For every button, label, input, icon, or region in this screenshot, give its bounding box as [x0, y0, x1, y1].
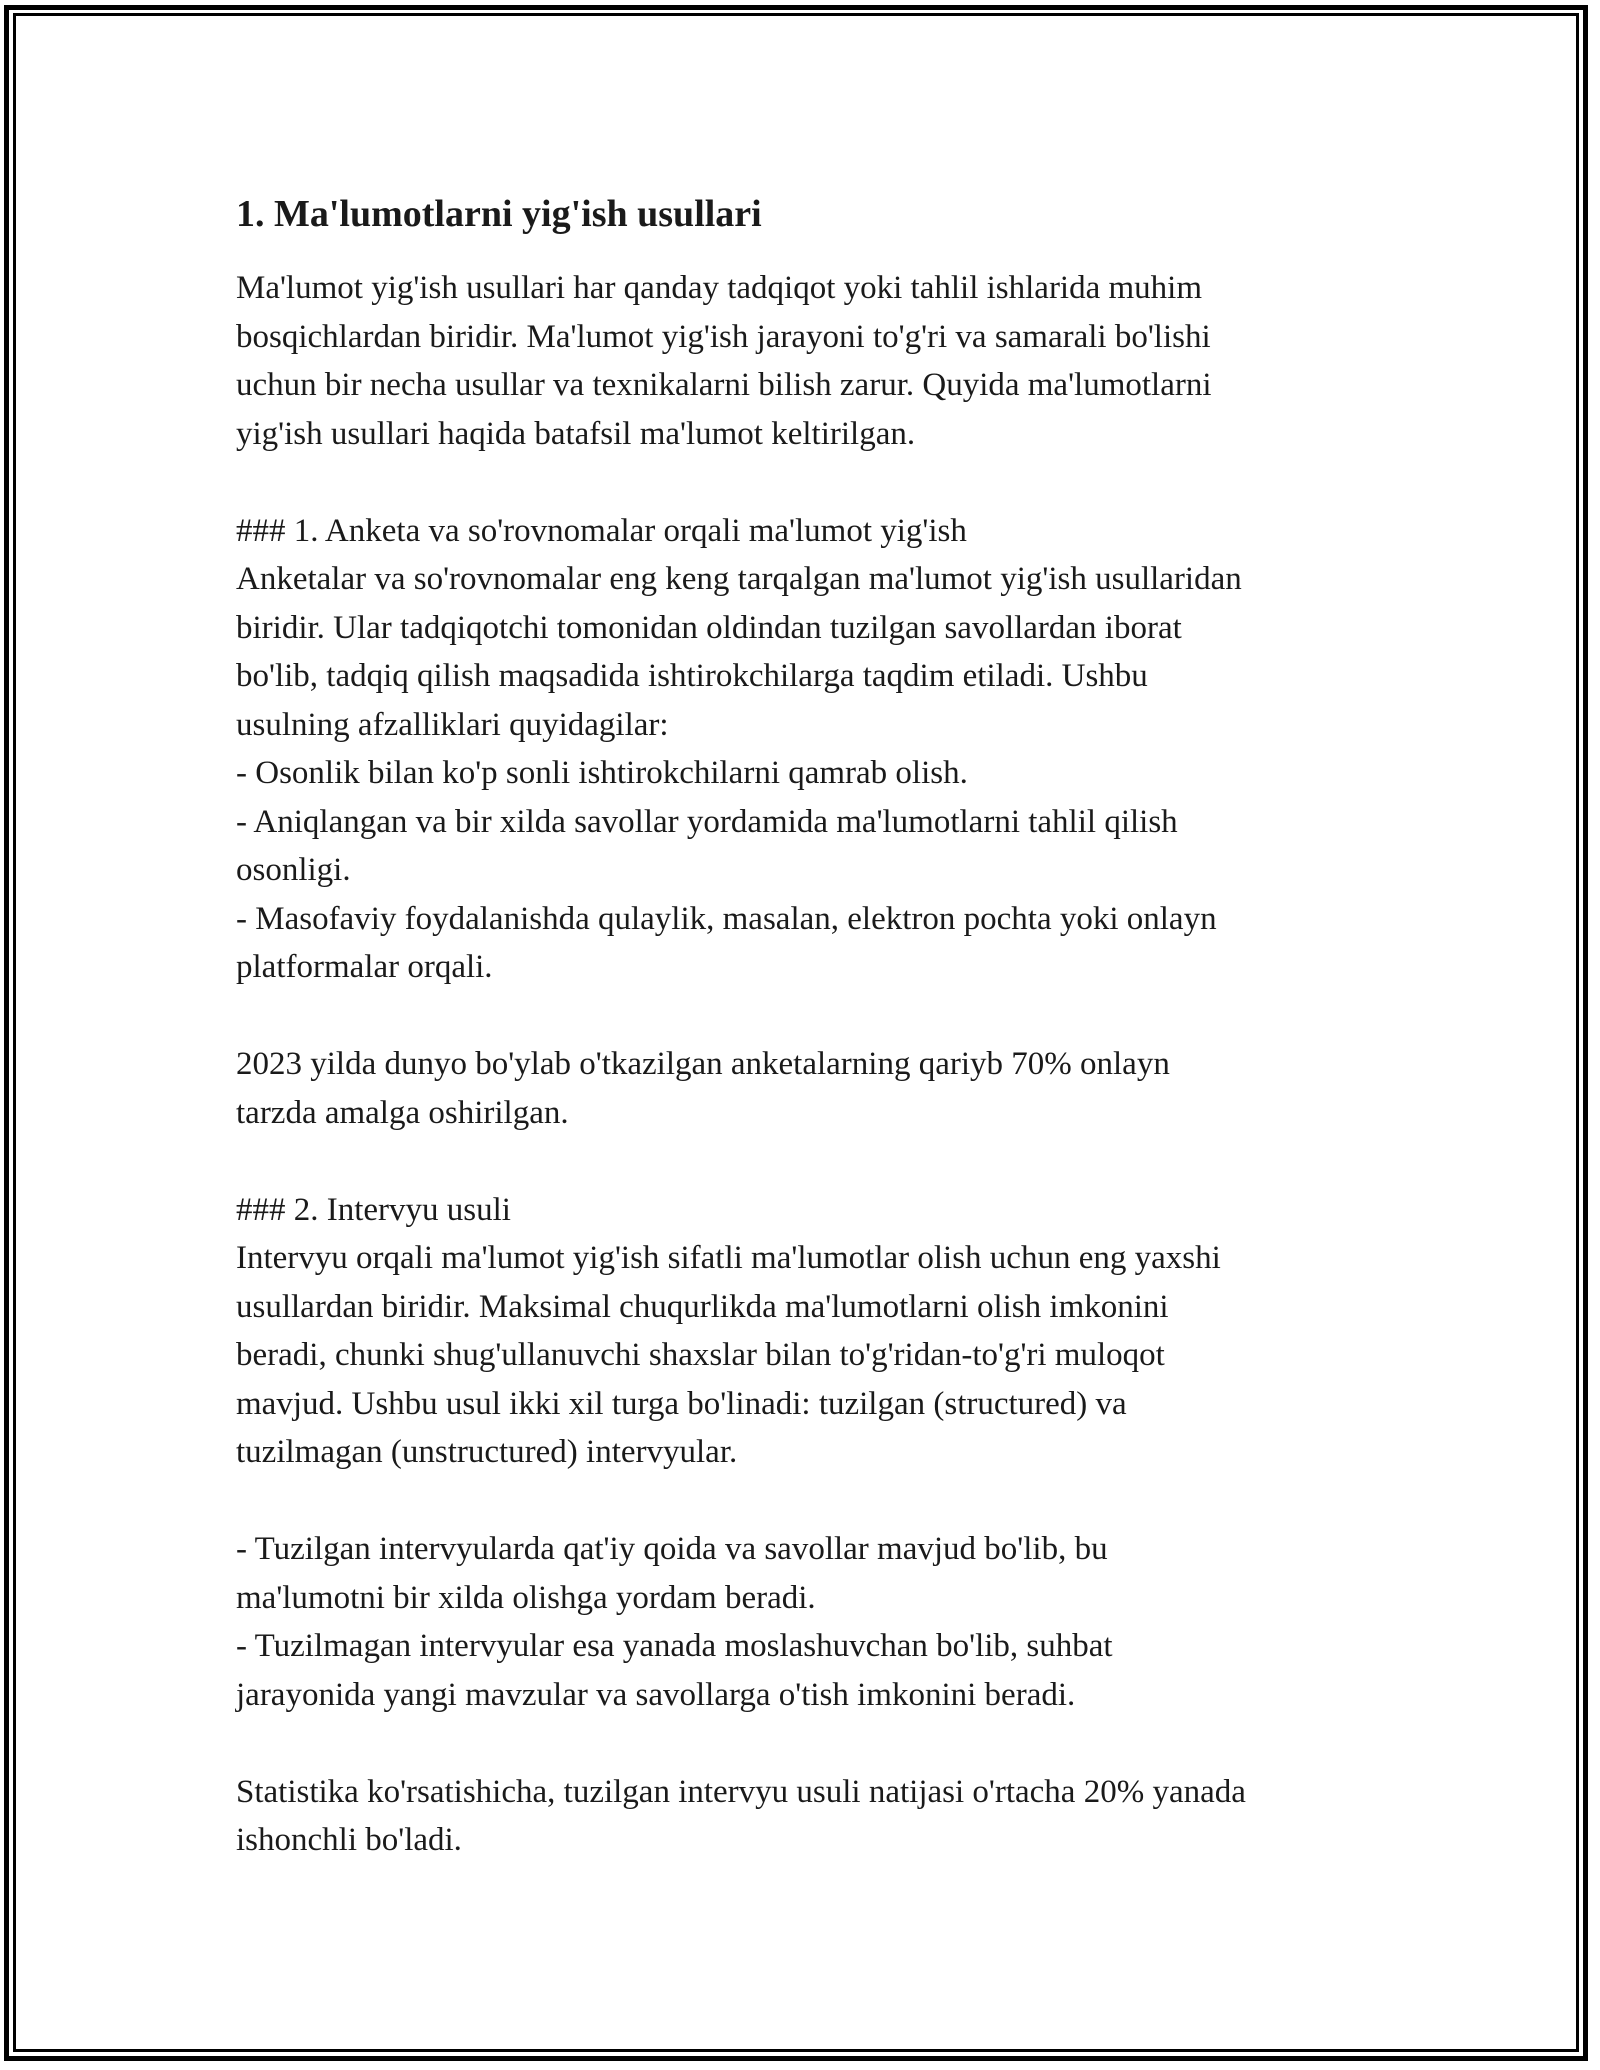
document-text — [236, 264, 1376, 1865]
section-heading-line: ### 1. Anketa va so'rovnomalar orqali ma'lumot yig'ish — [236, 512, 967, 549]
paragraph-line: Anketalar va so'rovnomalar eng keng tarqalgan ma'lumot yig'ish usullaridan — [236, 561, 1242, 597]
document-title: 1. Ma'lumotlarni yig'ish usullari — [236, 193, 762, 235]
paragraph-line: jarayonida yangi mavzular va savollarga o'tish imkonini beradi. — [236, 1676, 1076, 1713]
paragraph-line: platformalar orqali. — [236, 949, 493, 985]
blank-line — [236, 1137, 1376, 1186]
paragraph-line: biridir. Ular tadqiqotchi tomonidan oldindan tuzilgan savollardan iborat — [236, 609, 1182, 646]
blank-line — [236, 458, 1376, 507]
paragraph-line: beradi, chunki shug'ullanuvchi shaxslar bilan to'g'ridan-to'g'ri muloqot — [236, 1337, 1165, 1373]
blank-line — [236, 1719, 1376, 1768]
paragraph-line: Ma'lumot yig'ish usullari har qanday tadqiqot yoki tahlil ishlarida muhim — [236, 270, 1203, 306]
bullet-line: - Osonlik bilan ko'p sonli ishtirokchilarni qamrab olish. — [236, 755, 968, 791]
bullet-line: - Tuzilgan intervyularda qat'iy qoida va savollar mavjud bo'lib, bu — [236, 1531, 1108, 1567]
bullet-line: - Tuzilmagan intervyular esa yanada moslashuvchan bo'lib, suhbat — [236, 1628, 1113, 1664]
paragraph-line: usulning afzalliklari quyidagilar: — [236, 706, 669, 743]
blank-line — [236, 992, 1376, 1041]
paragraph-line: tuzilmagan (unstructured) intervyular. — [236, 1434, 738, 1470]
section-heading-line: ### 2. Intervyu usuli — [236, 1191, 511, 1228]
paragraph-line: 2023 yilda dunyo bo'ylab o'tkazilgan anketalarning qariyb 70% onlayn — [236, 1046, 1170, 1082]
document-body — [236, 186, 1376, 1865]
paragraph-line: bosqichlardan biridir. Ma'lumot yig'ish jarayoni to'g'ri va samarali bo'lishi — [236, 318, 1211, 355]
paragraph-line: bo'lib, tadqiq qilish maqsadida ishtirokchilarga taqdim etiladi. Ushbu — [236, 658, 1148, 694]
blank-line — [236, 1477, 1376, 1526]
paragraph-line: osonligi. — [236, 852, 351, 888]
paragraph-line: uchun bir necha usullar va texnikalarni bilish zarur. Quyida ma'lumotlarni — [236, 367, 1212, 403]
paragraph-line: Statistika ko'rsatishicha, tuzilgan intervyu usuli natijasi o'rtacha 20% yanada — [236, 1773, 1246, 1810]
bullet-line: - Masofaviy foydalanishda qulaylik, masalan, elektron pochta yoki onlayn — [236, 900, 1217, 937]
paragraph-line: ma'lumotni bir xilda olishga yordam beradi. — [236, 1579, 816, 1616]
paragraph-line: Intervyu orqali ma'lumot yig'ish sifatli ma'lumotlar olish uchun eng yaxshi — [236, 1240, 1221, 1276]
paragraph-line: mavjud. Ushbu usul ikki xil turga bo'linadi: tuzilgan (structured) va — [236, 1385, 1127, 1422]
paragraph-line: ishonchli bo'ladi. — [236, 1822, 462, 1858]
paragraph-line: usullardan biridir. Maksimal chuqurlikda ma'lumotlarni olish imkonini — [236, 1288, 1169, 1325]
bullet-line: - Aniqlangan va bir xilda savollar yordamida ma'lumotlarni tahlil qilish — [236, 803, 1178, 840]
paragraph-line: yig'ish usullari haqida batafsil ma'lumot keltirilgan. — [236, 415, 916, 452]
paragraph-line: tarzda amalga oshirilgan. — [236, 1094, 569, 1131]
